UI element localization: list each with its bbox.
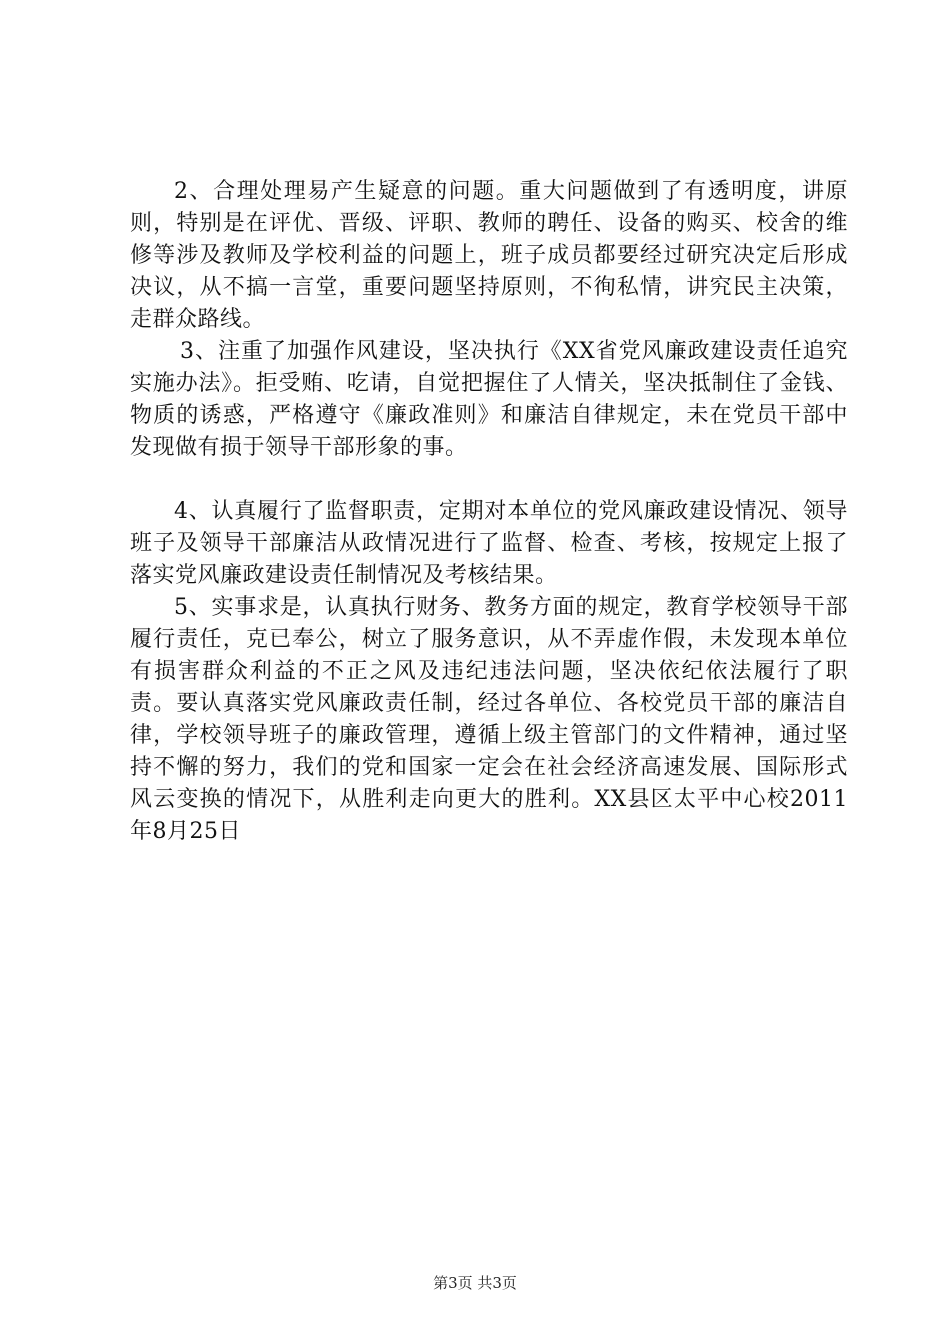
document-body — [130, 176, 848, 848]
page-number-footer: 第3页 共3页 — [433, 1274, 517, 1292]
paragraph-item-5: 5、实事求是，认真执行财务、教务方面的规定，教育学校领导干部履行责任，克已奉公，树立了服务意识，从不弄虚作假，未发现本单位有损害群众利益的不正之风及违纪违法问题，坚决依纪依法履行了职责。要认真落实党风廉政责任制，经过各单位、各校党员干部的廉洁自律，学校领导班子的廉政管理，遵循上级主管部门的文件精神，通过坚持不懈的努力，我们的党和国家一定会在社会经济高速发展、国际形式风云变换的情况下，从胜利走向更大的胜利。XX县区太平中心校2011年8月25日 — [130, 595, 848, 844]
paragraph-item-4: 4、认真履行了监督职责，定期对本单位的党风廉政建设情况、领导班子及领导干部廉洁从政情况进行了监督、检查、考核，按规定上报了落实党风廉政建设责任制情况及考核结果。 — [130, 499, 848, 588]
paragraph-item-3: 3、注重了加强作风建设，坚决执行《XX省党风廉政建设责任追究实施办法》。拒受贿、吃请，自觉把握住了人情关，坚决抵制住了金钱、物质的诱惑，严格遵守《廉政准则》和廉洁自律规定，未在党员干部中发现做有损于领导干部形象的事。 — [130, 339, 848, 460]
paragraph-item-2: 2、合理处理易产生疑意的问题。重大问题做到了有透明度，讲原则，特别是在评优、晋级、评职、教师的聘任、设备的购买、校舍的维修等涉及教师及学校利益的问题上，班子成员都要经过研究决定后形成决议，从不搞一言堂，重要问题坚持原则，不徇私情，讲究民主决策，走群众路线。 — [130, 179, 848, 332]
